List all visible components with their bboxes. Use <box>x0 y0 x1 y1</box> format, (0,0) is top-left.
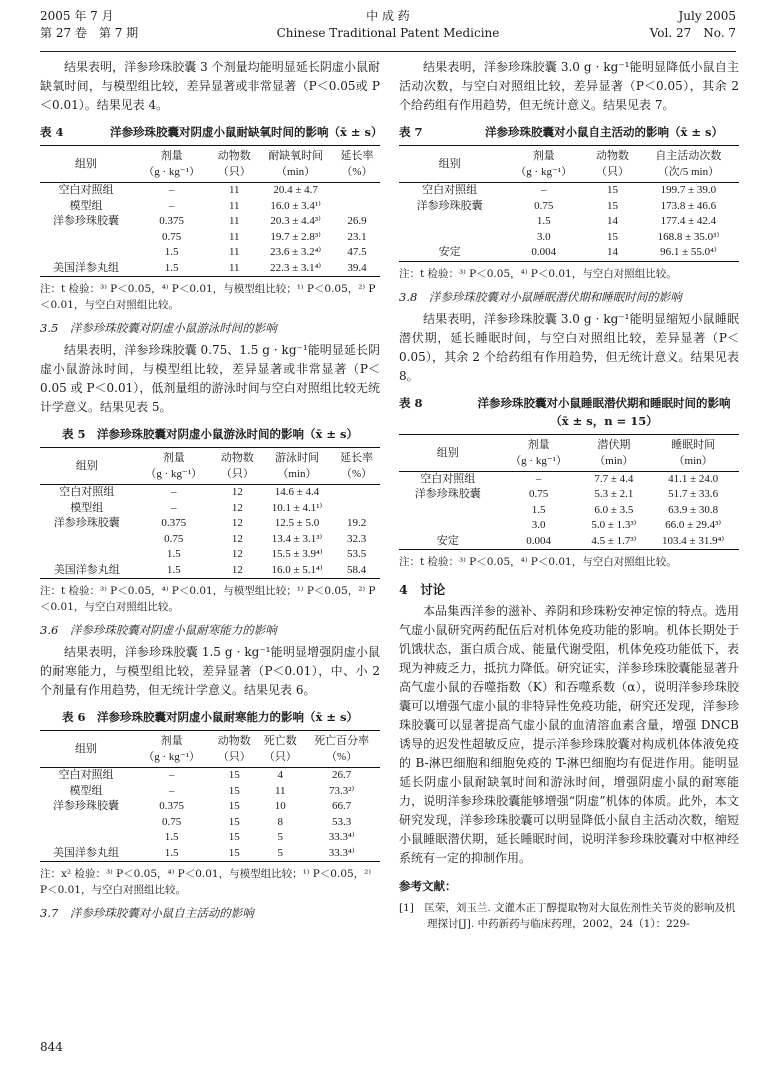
table-cell: – <box>540 184 547 196</box>
table-cell: 洋参珍珠胶囊 <box>416 199 483 212</box>
column-header: 潜伏期 （min） <box>581 434 648 471</box>
column-header: 动物数 （只） <box>214 448 261 485</box>
table-cell: 12 <box>231 486 243 498</box>
table-cell: 96.1 ± 55.0⁴⁾ <box>638 245 739 261</box>
table-cell: 1.5 <box>536 215 551 227</box>
section-heading: 3.5 洋参珍珠胶囊对阴虚小鼠游泳时间的影响 <box>40 321 277 335</box>
table-row <box>40 516 380 532</box>
table-cell: 美国洋参丸组 <box>40 846 132 862</box>
table-cell: 安定 <box>399 245 500 261</box>
table-row <box>399 230 739 246</box>
table-cell: 73.3²⁾ <box>329 784 355 797</box>
table-title: 表 4 洋参珍珠胶囊对阴虚小鼠耐缺氧时间的影响（x̄ ± s） <box>40 125 383 139</box>
header-journal: 中 成 药 Chinese Traditional Patent Medicine <box>276 9 500 40</box>
column-header: 剂量 （g · kg⁻¹） <box>132 731 211 768</box>
table-cell: 0.75 <box>534 199 554 212</box>
table-cell: 6.0 ± 3.5 <box>594 503 634 516</box>
table-row <box>399 487 739 503</box>
table-cell: 53.3 <box>332 815 352 828</box>
table-cell: 58.4 <box>333 563 380 579</box>
table-cell: 5.3 ± 2.1 <box>594 488 634 500</box>
table-cell: 26.7 <box>332 769 352 781</box>
table-row <box>40 563 380 579</box>
table-cell: 51.7 ± 33.6 <box>668 488 719 500</box>
table-row <box>399 503 739 519</box>
table-row <box>40 547 380 563</box>
table-cell: – <box>171 501 177 514</box>
table-cell: 5 <box>277 831 283 843</box>
column-header: 自主活动次数 （次/5 min） <box>638 146 739 183</box>
table-cell: 1.5 <box>132 846 211 862</box>
table-cell: 19.7 ± 2.8³⁾ <box>270 230 321 243</box>
paragraph: 结果表明，洋参珍珠胶囊 3.0 g · kg⁻¹能明显降低小鼠自主活动次数，与空白对照组比较，差异显著（P＜0.05），其余 2 个给药组有作用趋势，但无统计意义。结果见表 7。 <box>399 60 739 112</box>
table-cell: 5 <box>257 846 303 862</box>
table-cell: 32.3 <box>346 532 367 545</box>
table-row <box>40 815 380 831</box>
table-cell <box>334 199 380 215</box>
table-cell: 11 <box>211 261 257 277</box>
table-cell: 53.5 <box>346 548 367 560</box>
column-header: 组别 <box>40 731 132 768</box>
table-cell: 14 <box>607 215 618 227</box>
table-cell <box>333 485 380 501</box>
table-cell: – <box>535 472 542 485</box>
table-cell: 3.0 <box>536 230 551 243</box>
section-heading: 3.7 洋参珍珠胶囊对小鼠自主活动的影响 <box>40 906 254 920</box>
table-cell: 15 <box>607 184 618 196</box>
table-cell: 空白对照组 <box>58 184 114 196</box>
table-cell: – <box>171 486 177 498</box>
table-cell: 12 <box>231 532 243 545</box>
table-8 <box>399 434 739 551</box>
table-cell: 11 <box>228 199 240 212</box>
table-row <box>399 518 739 534</box>
table-cell: 14.6 ± 4.4 <box>274 486 320 498</box>
table-cell: 15 <box>228 831 240 843</box>
table-title: 表 5 洋参珍珠胶囊对阴虚小鼠游泳时间的影响（x̄ ± s） <box>62 427 358 441</box>
table-cell: 15 <box>228 815 240 828</box>
table-cell: 13.4 ± 3.1³⁾ <box>271 532 323 545</box>
table-cell: 4.5 ± 1.7³⁾ <box>581 534 648 550</box>
table-row <box>40 830 380 846</box>
table-cell: 5.0 ± 1.3³⁾ <box>591 519 637 531</box>
table-cell: 66.0 ± 29.4³⁾ <box>665 519 722 531</box>
column-header: 延长率 （%） <box>333 448 380 485</box>
table-row <box>399 183 739 199</box>
table-cell: 洋参珍珠胶囊 <box>53 215 120 227</box>
paragraph: 结果表明，洋参珍珠胶囊 1.5 g · kg⁻¹能明显增强阴虚小鼠的耐寒能力，与模型组比较，差异显著（P＜0.01），中、小 2 个剂量有作用趋势，但无统计学意义。结果见表 6。 <box>40 645 380 697</box>
paragraph: 本品集西洋参的滋补、养阴和珍珠粉安神定惊的特点。选用气虚小鼠研究两药配伍后对机体免疫功能的影响。机体长期处于饥饿状态，蛋白质合成、能量代谢受阻，机体免疫功能低下，表现为神疲乏力，抵抗力降低。研究证实，洋参珍珠胶囊能显著升高气虚小鼠的吞噬指数（K）和吞噬系数（α），说明洋参珍珠胶囊可以增强气虚小鼠的非特异性免疫功能，研究还发现，洋参珍珠胶囊可以显著提高气虚小鼠的血清溶血素含量，增强 DNCB 诱导的迟发性超敏反应，提示洋参珍珠胶囊对构成机体体液免疫的 B-淋巴细胞和细胞免疫的 T-淋巴细胞均有促进作用。能明显延长阴虚小鼠耐缺氧时间和游泳时间，增强阴虚小鼠的耐寒能力，说明洋参珍珠胶囊能够增强“阴虚”机体的体质。此外，本文研究发现，洋参珍珠胶囊可以明显降低小鼠自主活动次数，缩短小鼠睡眠潜伏期，延长睡眠时间，说明洋参珍珠胶囊对中枢神经系统有一定的抑制作用。 <box>399 604 739 865</box>
table-note: 注：t 检验：³⁾ P＜0.05，⁴⁾ P＜0.01，与空白对照组比较。 <box>399 267 677 280</box>
table-cell: 洋参珍珠胶囊 <box>53 517 120 529</box>
table-cell: 16.0 ± 3.4¹⁾ <box>270 199 321 212</box>
table-cell: 0.375 <box>161 517 187 529</box>
table-row <box>399 471 739 487</box>
column-header: 死亡百分率 （%） <box>303 731 380 768</box>
table-cell: 33.3⁴⁾ <box>303 846 380 862</box>
table-cell: 12 <box>231 501 243 514</box>
table-row <box>40 532 380 548</box>
table-row <box>40 846 380 862</box>
column-header: 耐缺氧时间 （min） <box>257 146 334 183</box>
table-cell: 模型组 <box>70 501 104 514</box>
table-row <box>399 245 739 261</box>
column-header: 死亡数 （只） <box>257 731 303 768</box>
table-row <box>40 183 380 199</box>
table-cell: 洋参珍珠胶囊 <box>414 488 481 500</box>
column-header: 组别 <box>399 434 497 471</box>
column-header: 剂量 （g · kg⁻¹） <box>134 448 214 485</box>
left-column <box>40 58 383 926</box>
table-note: 注：x² 检验：³⁾ P＜0.05，⁴⁾ P＜0.01，与模型组比较；¹⁾ P＜0.05，²⁾ P＜0.01，与空白对照组比较。 <box>40 868 371 896</box>
table-cell: 15.5 ± 3.9⁴⁾ <box>271 548 323 560</box>
column-header: 剂量 （g · kg⁻¹） <box>497 434 581 471</box>
column-header: 组别 <box>40 448 134 485</box>
table-title: 表 8 洋参珍珠胶囊对小鼠睡眠潜伏期和睡眠时间的影响（x̄ ± s，n = 15） <box>399 395 731 428</box>
table-cell: 103.4 ± 31.9⁴⁾ <box>647 534 739 550</box>
table-cell: 0.375 <box>159 800 185 812</box>
table-cell: 0.004 <box>500 245 587 261</box>
table-cell: 41.1 ± 24.0 <box>668 472 719 485</box>
table-cell: 安定 <box>399 534 497 550</box>
column-header: 游泳时间 （min） <box>261 448 333 485</box>
table-cell: 12.5 ± 5.0 <box>274 517 320 529</box>
table-cell: 模型组 <box>69 784 103 797</box>
table-cell: 空白对照组 <box>420 472 476 485</box>
table-cell: 12 <box>231 517 243 529</box>
table-row <box>40 501 380 517</box>
table-cell: 15 <box>607 199 618 212</box>
table-cell: – <box>168 199 175 212</box>
table-cell: 0.75 <box>162 815 182 828</box>
table-row <box>399 534 739 550</box>
table-cell: 0.75 <box>162 230 182 243</box>
references-heading: 参考文献： <box>399 879 457 893</box>
table-cell: 洋参珍珠胶囊 <box>53 800 120 812</box>
column-header: 动物数 （只） <box>211 146 257 183</box>
table-cell: 66.7 <box>332 800 352 812</box>
table-cell: 14 <box>587 245 638 261</box>
table-row <box>40 230 380 246</box>
table-cell: 美国洋参丸组 <box>40 261 132 277</box>
paragraph: 结果表明，洋参珍珠胶囊 3.0 g · kg⁻¹能明显缩短小鼠睡眠潜伏期，延长睡眠时间，与空白对照组比较，差异显著（P＜0.05），其余 2 个给药组有作用趋势，但无统计意义。结果见表 8。 <box>399 311 739 383</box>
table-cell <box>399 518 497 534</box>
column-header: 剂量 （g · kg⁻¹） <box>500 146 587 183</box>
table-cell: – <box>168 184 175 196</box>
table-cell <box>40 230 132 246</box>
column-header: 剂量 （g · kg⁻¹） <box>132 146 211 183</box>
table-cell <box>40 830 132 846</box>
table-cell: 12 <box>231 548 243 560</box>
table-7 <box>399 145 739 262</box>
table-row <box>40 261 380 277</box>
section-heading: 4 讨论 <box>399 582 446 597</box>
right-column <box>399 58 739 932</box>
table-cell: 1.5 <box>164 831 179 843</box>
table-cell: – <box>168 784 175 797</box>
table-row <box>399 214 739 230</box>
table-cell: 177.4 ± 42.4 <box>660 215 717 227</box>
table-row <box>40 799 380 815</box>
table-cell: 63.9 ± 30.8 <box>668 503 719 516</box>
table-row <box>40 485 380 501</box>
table-note: 注：t 检验：³⁾ P＜0.05，⁴⁾ P＜0.01，与模型组比较；¹⁾ P＜0.05，²⁾ P＜0.01，与空白对照组比较。 <box>40 585 376 613</box>
table-cell: 26.9 <box>347 215 367 227</box>
table-row <box>40 784 380 800</box>
table-cell <box>40 547 134 563</box>
table-cell: 1.5 <box>134 563 214 579</box>
table-cell: 173.8 ± 46.6 <box>660 199 717 212</box>
table-cell <box>334 183 380 199</box>
table-cell: 20.3 ± 4.4³⁾ <box>270 215 321 227</box>
table-cell <box>40 815 132 831</box>
table-cell: 模型组 <box>69 199 103 212</box>
table-cell: 1.5 <box>164 246 179 258</box>
column-header: 组别 <box>399 146 500 183</box>
table-cell: 0.004 <box>497 534 581 550</box>
table-cell: 10.1 ± 4.1¹⁾ <box>271 501 323 514</box>
paragraph: 结果表明，洋参珍珠胶囊 3 个剂量均能明显延长阴虚小鼠耐缺氧时间，与模型组比较，差异显著或非常显著（P＜0.05或 P＜0.01）。结果见表 4。 <box>40 60 380 112</box>
table-cell: 8 <box>277 815 283 828</box>
column-header: 组别 <box>40 146 132 183</box>
reference-item: [1] 匡荣，刘玉兰. 文灌木正丁醇提取物对大鼠佐剂性关节炎的影响及机理探讨[J]. 中药新药与临床药理，2002，24（1）：229- <box>399 902 736 930</box>
table-4 <box>40 145 380 277</box>
table-cell <box>399 214 500 230</box>
table-cell: 美国洋参丸组 <box>40 563 134 579</box>
page-number: 844 <box>40 1040 63 1054</box>
table-cell: 11 <box>228 215 240 227</box>
paragraph: 结果表明，洋参珍珠胶囊 0.75、1.5 g · kg⁻¹能明显延长阴虚小鼠游泳时间，与模型组比较，差异显著或非常显著（P＜0.05 或 P＜0.01），低剂量组的游泳时间与空白对照组比较无统计学意义。结果见表 5。 <box>40 343 380 414</box>
table-cell: 10 <box>274 800 286 812</box>
table-row <box>40 214 380 230</box>
table-cell: 0.75 <box>528 488 549 500</box>
table-note: 注：t 检验：³⁾ P＜0.05，⁴⁾ P＜0.01，与空白对照组比较。 <box>399 556 677 568</box>
table-cell: 15 <box>228 784 240 797</box>
table-cell: 1.5 <box>132 261 211 277</box>
table-cell: 168.8 ± 35.0³⁾ <box>657 230 720 243</box>
table-cell: 空白对照组 <box>59 486 115 498</box>
column-header: 动物数 （只） <box>587 146 638 183</box>
table-note: 注：t 检验：³⁾ P＜0.05，⁴⁾ P＜0.01，与模型组比较；¹⁾ P＜0.05，²⁾ P＜0.01，与空白对照组比较。 <box>40 283 376 311</box>
column-header: 延长率 （%） <box>334 146 380 183</box>
table-cell: 空白对照组 <box>58 769 114 781</box>
table-cell: 15 <box>607 230 618 243</box>
table-cell: 11 <box>228 246 240 258</box>
table-cell: 23.6 ± 3.2⁴⁾ <box>270 246 322 258</box>
table-cell: 19.2 <box>346 517 367 529</box>
table-cell: 1.5 <box>166 548 181 560</box>
table-cell: 15 <box>228 769 240 781</box>
column-header: 睡眠时间 （min） <box>647 434 739 471</box>
table-cell: 20.4 ± 4.7 <box>273 184 318 196</box>
table-cell: 12 <box>214 563 261 579</box>
table-cell: 39.4 <box>334 261 380 277</box>
table-cell: 33.3⁴⁾ <box>328 831 355 843</box>
table-6 <box>40 730 380 862</box>
table-cell: 23.1 <box>347 230 367 243</box>
table-cell <box>399 230 500 246</box>
table-title: 表 6 洋参珍珠胶囊对阴虚小鼠耐寒能力的影响（x̄ ± s） <box>62 710 358 724</box>
table-row <box>40 768 380 784</box>
table-cell <box>333 501 380 517</box>
table-cell: 11 <box>228 230 240 243</box>
table-cell: – <box>168 769 175 781</box>
table-cell: 空白对照组 <box>422 184 478 196</box>
table-cell: 15 <box>228 800 240 812</box>
table-cell: 0.75 <box>164 532 184 545</box>
column-header: 动物数 （只） <box>211 731 257 768</box>
table-cell <box>399 503 497 519</box>
table-cell: 0.375 <box>159 215 185 227</box>
section-heading: 3.8 洋参珍珠胶囊对小鼠睡眠潜伏期和睡眠时间的影响 <box>399 289 682 304</box>
table-cell: 15 <box>211 846 257 862</box>
table-cell: 1.5 <box>531 503 546 516</box>
table-cell: 3.0 <box>531 519 546 531</box>
table-row <box>399 199 739 215</box>
table-cell <box>40 245 132 261</box>
table-cell: 11 <box>274 784 286 797</box>
header-issue: 2005 年 7 月 第 27 卷 第 7 期 <box>40 9 139 40</box>
table-cell: 22.3 ± 3.1⁴⁾ <box>257 261 334 277</box>
running-header <box>40 8 736 52</box>
table-cell: 4 <box>277 769 283 781</box>
table-cell: 47.5 <box>347 246 367 258</box>
table-title: 表 7 洋参珍珠胶囊对小鼠自主活动的影响（x̄ ± s） <box>399 125 723 139</box>
table-cell: 11 <box>228 184 240 196</box>
table-row <box>40 245 380 261</box>
section-heading: 3.6 洋参珍珠胶囊对阴虚小鼠耐寒能力的影响 <box>40 623 277 637</box>
table-5 <box>40 447 380 579</box>
table-row <box>40 199 380 215</box>
header-volume: July 2005 Vol. 27 No. 7 <box>649 9 736 40</box>
table-cell: 7.7 ± 4.4 <box>594 472 634 485</box>
table-cell <box>40 532 134 548</box>
table-cell: 16.0 ± 5.1⁴⁾ <box>261 563 333 579</box>
table-cell: 199.7 ± 39.0 <box>660 184 717 196</box>
